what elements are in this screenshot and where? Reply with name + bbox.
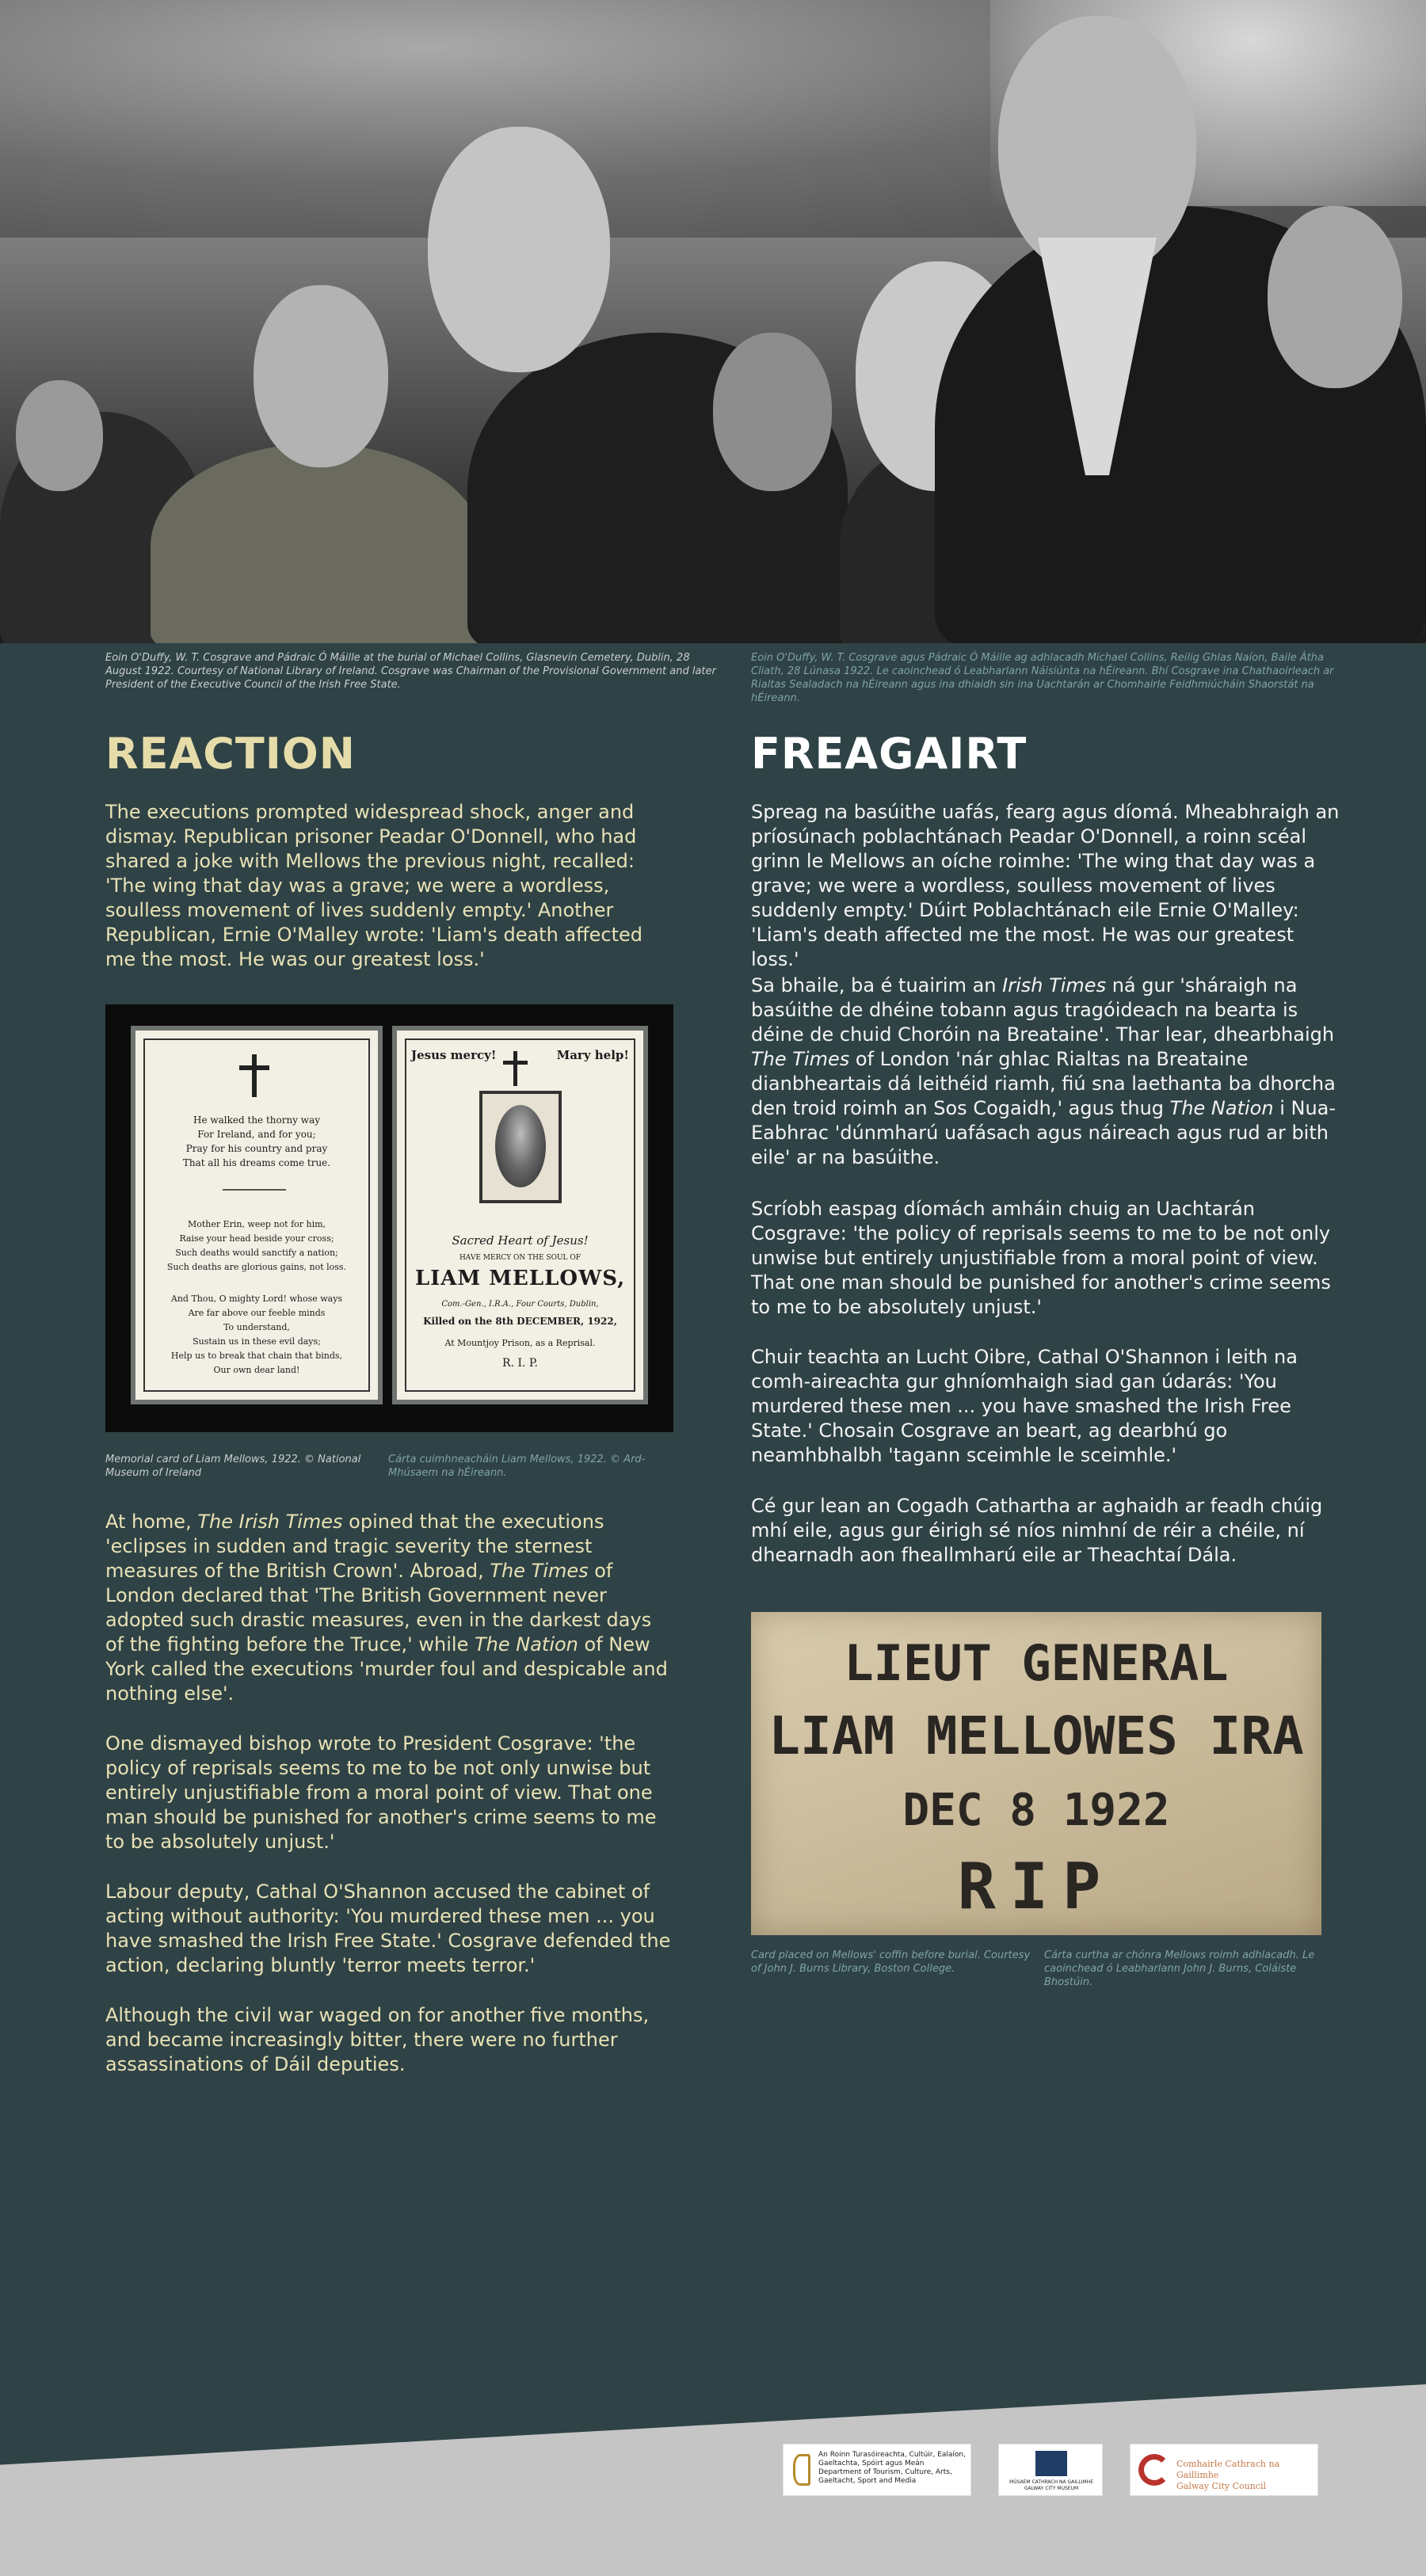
logo-council-text: Comhairle Cathrach na Gaillimhe Galway City Council: [1176, 2459, 1280, 2491]
logo-department: [783, 2444, 971, 2496]
have-mercy-text: HAVE MERCY ON THE SOUL OF: [459, 1254, 581, 1262]
memorial-caption-en: Memorial card of Liam Mellows, 1922. © National Museum of Ireland: [105, 1454, 361, 1479]
ga-paragraph-2: Sa bhaile, ba é tuairim an Irish Times ná gur 'sháraigh na basúithe de dhéine tobann agus tragóideach na bearta is déine de chuid Choróin na Breataine'. Thar lear, dhearbhaigh The Times of London 'nár ghlac Rialtas na Breataine dianbheartais dá leithéid riamh, fiú sna laethanta ba dhorcha den troid roimh an Sos Cogaidh,' agus thug The Nation i Nua-Eabhrac 'dúnmharú uafásach agus náireach agus rud ar bith eile' ar na basúithe.: [751, 974, 1336, 1168]
cross-icon: [252, 1054, 257, 1097]
sacred-heart-text: Sacred Heart of Jesus!: [452, 1233, 589, 1248]
logo-museum: [998, 2444, 1103, 2496]
memorial-verse-2: Mother Erin, weep not for him, Raise your head beside your cross; Such deaths would sanctify a nation; Such deaths are glorious gains, not loss.: [166, 1219, 347, 1272]
place-text: At Mountjoy Prison, as a Reprisal.: [444, 1338, 596, 1348]
mary-help-text: Mary help!: [556, 1048, 629, 1062]
sign-line-2: LIAM MELLOWES IRA: [768, 1705, 1304, 1766]
photo-caption-en: Eoin O'Duffy, W. T. Cosgrave and Pádraic Ó Máille at the burial of Michael Collins, Glasnevin Cemetery, Dublin, 28 August 1922. Courtesy of National Library of Ireland. Cosgrave was Chairman of the Provisional Government and later President of the Executive Council of the Irish Free State.: [105, 652, 716, 691]
cross-icon: [513, 1051, 517, 1086]
liam-mellows-name: LIAM MELLOWS,: [414, 1267, 626, 1290]
logo-museum-text: MÚSAEM CATHRACH NA GAILLIMHE GALWAY CITY MUSEUM: [1009, 2479, 1093, 2491]
photo-caption-ga: Eoin O'Duffy, W. T. Cosgrave agus Pádraic Ó Máille ag adhlacadh Michael Collins, Reilig Ghlas Naíon, Baile Átha Cliath, 28 Lúnasa 1922. Le caoinchead ó Leabharlann Náisiúnta na hÉireann. Bhí Cosgrave ina Chathaoirleach ar Rialtas Sealadach na hÉireann agus ina dhiaidh sin ina Uachtarán ar Chomhairle Feidhmiúcháin Shaorstát na hÉireann.: [751, 652, 1334, 704]
coffin-card-caption-ga: Cárta curtha ar chónra Mellows roimh adhlacadh. Le caoinchead ó Leabharlann John J. Burns, Coláiste Bhostúin.: [1044, 1949, 1315, 1988]
memorial-card-left-page: [131, 1026, 383, 1404]
sign-line-1: LIEUT GENERAL: [844, 1634, 1229, 1692]
sign-line-4: RIP: [957, 1850, 1115, 1923]
logo-council: [1130, 2444, 1318, 2496]
coffin-card-caption-en: Card placed on Mellows' coffin before burial. Courtesy of John J. Burns Library, Boston College.: [751, 1949, 1031, 1975]
memorial-verse-1: He walked the thorny way For Ireland, and for you; Pray for his country and pray That all his dreams come true.: [182, 1115, 331, 1168]
rip-text: R. I. P.: [502, 1357, 538, 1370]
burial-photograph: [0, 0, 1426, 643]
ga-paragraph-1: Spreag na basúithe uafás, fearg agus díomá. Mheabhraigh an príosúnach poblachtánach Peadar O'Donnell, a roinn scéal grinn le Mellows an oíche roimhe: 'The wing that day was a grave; we were a wordless, soulless movement of lives suddenly empty.' Dúirt Poblachtánach eile Ernie O'Malley: 'Liam's death affected me the most. He was our greatest loss.': [751, 801, 1340, 970]
en-paragraph-1: The executions prompted widespread shock, anger and dismay. Republican prisoner Peadar O'Donnell, who had shared a joke with Mellows the previous night, recalled: 'The wing that day was a grave; we were a wordless, soulless movement of lives suddenly empty.' Another Republican, Ernie O'Malley wrote: 'Liam's death affected me the most. He was our greatest loss.': [105, 801, 643, 970]
memorial-verse-3: And Thou, O mighty Lord! whose ways Are far above our feeble minds To understand, Sustain us in these evil days; Help us to break that chain that binds, Our own dear land!: [170, 1294, 343, 1375]
harp-icon: [793, 2454, 810, 2486]
memorial-caption-ga: Cárta cuimhneacháin Liam Mellows, 1922. © Ard-Mhúsaem na hÉireann.: [388, 1454, 646, 1479]
en-paragraph-4: Labour deputy, Cathal O'Shannon accused the cabinet of acting without authority: 'You murdered these men ... you have smashed the Irish Free State.' Cosgrave defended the action, declaring bluntly 'terror meets terror.': [105, 1881, 671, 1976]
museum-icon: [1035, 2451, 1067, 2476]
en-paragraph-2: At home, The Irish Times opined that the executions 'eclipses in sudden and tragic severity the sternest measures of the British Crown'. Abroad, The Times of London declared that 'The British Government never adopted such drastic measures, even in the darkest days of the fighting before the Truce,' while The Nation of New York called the executions 'murder foul and despicable and nothing else'.: [105, 1511, 668, 1705]
ornament-divider: [223, 1189, 286, 1191]
coffin-card-image: [751, 1612, 1321, 1935]
rank-text: Com.-Gen., I.R.A., Four Courts, Dublin,: [441, 1300, 599, 1309]
jesus-mercy-text: Jesus mercy!: [411, 1048, 497, 1062]
ga-paragraph-4: Chuir teachta an Lucht Oibre, Cathal O'Shannon i leith na comh-aireachta gur ghníomhaigh siad gan údarás: 'You murdered these men ... you have smashed the Irish Free State.' Chosain Cosgrave an beart, ag dearbhú go neamhbhalbh 'tagann sceimhle le sceimhle.': [751, 1346, 1298, 1466]
heading-reaction: REACTION: [105, 729, 356, 779]
council-g-icon: [1138, 2454, 1170, 2486]
en-paragraph-5: Although the civil war waged on for another five months, and became increasingly bitter, there were no further assassinations of Dáil deputies.: [105, 2004, 650, 2075]
logo-department-text: An Roinn Turasóireachta, Cultúir, Ealaíon, Gaeltachta, Spóirt agus Meán Department of Tourism, Culture, Arts, Gaeltacht, Sport and Media: [818, 2451, 966, 2485]
memorial-card-right-page: [392, 1026, 648, 1404]
ga-paragraph-5: Cé gur lean an Cogadh Cathartha ar aghaidh ar feadh chúig mhí eile, agus gur éirigh sé níos nimhní de réir a chéile, ní dhearnadh aon fheallmharú eile ar Theachtaí Dála.: [751, 1495, 1323, 1566]
mellows-portrait: [495, 1105, 546, 1187]
portrait-frame: [479, 1091, 562, 1203]
en-paragraph-3: One dismayed bishop wrote to President Cosgrave: 'the policy of reprisals seems to me to be not only unwise but entirely unjustifiable from a moral point of view. That one man should be punished for another's crime seems to me to be absolutely unjust.': [105, 1732, 657, 1853]
ga-paragraph-3: Scríobh easpag díomách amháin chuig an Uachtarán Cosgrave: 'the policy of reprisals seems to me to be not only unwise but entirely unjustifiable from a moral point of view. That one man should be punished for another's crime seems to me to be absolutely unjust.': [751, 1198, 1331, 1318]
sign-line-3: DEC 8 1922: [902, 1785, 1170, 1836]
heading-freagairt: FREAGAIRT: [751, 729, 1028, 779]
killed-date-text: Killed on the 8th DECEMBER, 1922,: [423, 1316, 617, 1327]
memorial-card-image: [105, 1004, 673, 1432]
